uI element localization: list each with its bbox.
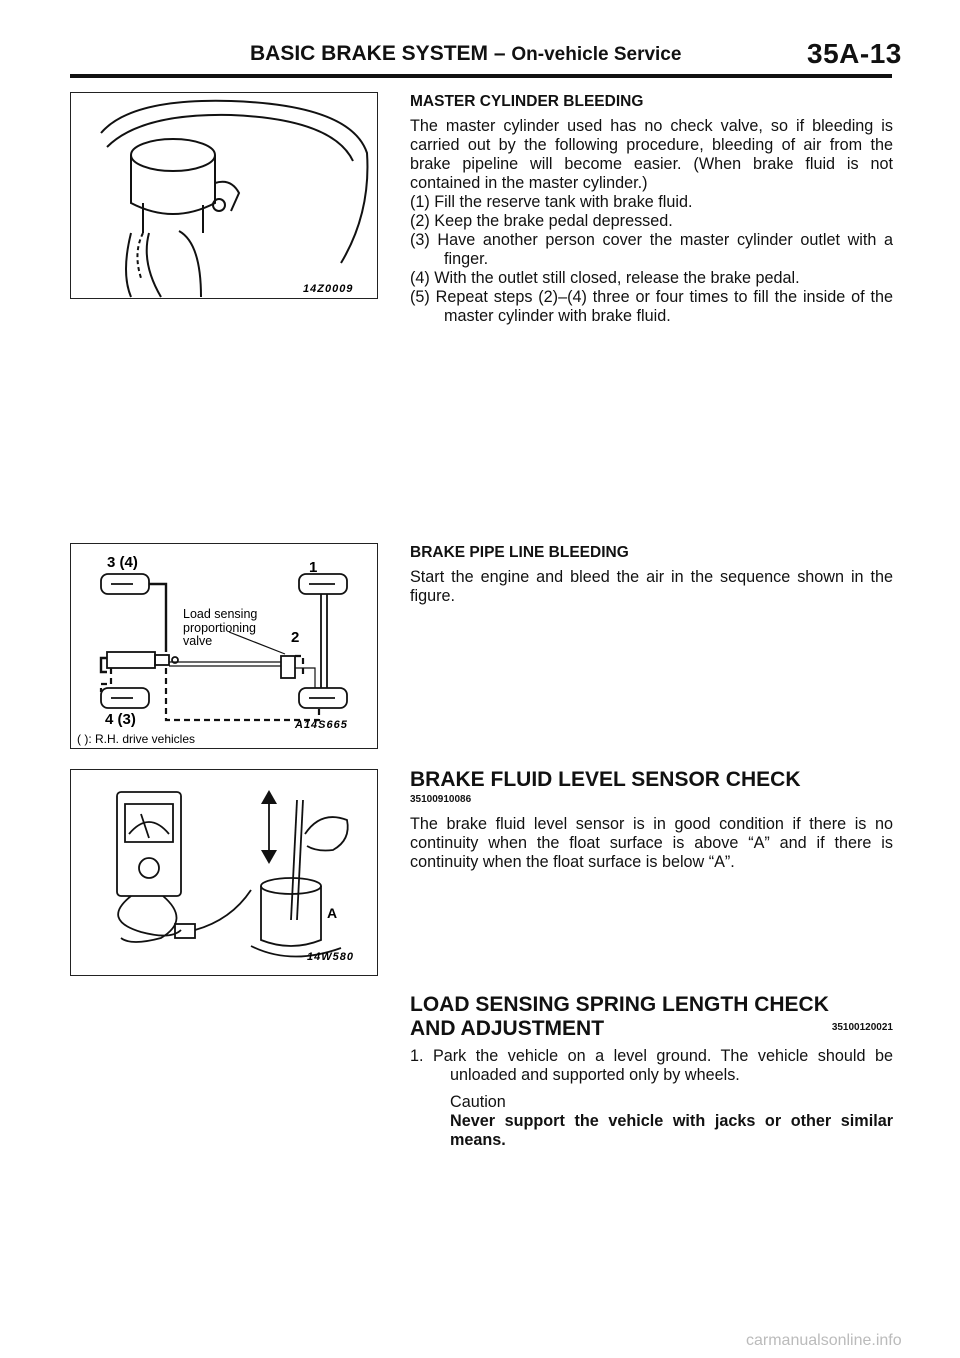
- pipe-line-section: [410, 543, 893, 606]
- page-number: 35A-13: [807, 38, 902, 69]
- running-header: [250, 42, 681, 66]
- master-step-2: (2) Keep the brake pedal depressed.: [410, 212, 673, 230]
- fluid-sensor-illustration: [71, 770, 377, 975]
- fig2-note: ( ): R.H. drive vehicles: [77, 732, 196, 746]
- sensor-check-body: The brake fluid level sensor is in good condition if there is no continuity when the float surface is above “A” and if there is continuity when the float surface is below “A”.: [410, 815, 893, 871]
- fig2-label-3-4: 3 (4): [107, 554, 138, 571]
- spring-heading-line1: LOAD SENSING SPRING LENGTH CHECK: [410, 993, 829, 1016]
- spring-caution-label: Caution: [450, 1093, 506, 1111]
- fig2-label-4-3: 4 (3): [105, 711, 136, 728]
- master-step-1: (1) Fill the reserve tank with brake fluid.: [410, 193, 693, 211]
- sensor-check-heading: BRAKE FLUID LEVEL SENSOR CHECK: [410, 768, 801, 791]
- master-cylinder-figure: [70, 92, 378, 299]
- valve-label-line2: proportioning: [183, 621, 256, 635]
- spring-step-1: 1. Park the vehicle on a level ground. The vehicle should be unloaded and supported only by wheels.: [410, 1047, 893, 1084]
- header-rule: [70, 74, 892, 78]
- fig2-code: A14S665: [295, 719, 348, 731]
- watermark: carmanualsonline.info: [746, 1332, 902, 1349]
- master-cylinder-illustration: [71, 93, 377, 298]
- header-dash: –: [493, 42, 506, 65]
- spring-code: 35100120021: [831, 1022, 893, 1033]
- master-cylinder-section: [410, 92, 893, 326]
- header-section: BASIC BRAKE SYSTEM: [250, 42, 489, 65]
- fig3-label-a: A: [327, 905, 338, 921]
- pipe-line-heading: BRAKE PIPE LINE BLEEDING: [410, 544, 629, 561]
- brake-pipe-diagram: [71, 544, 377, 748]
- master-step-3: (3) Have another person cover the master cylinder outlet with a finger.: [410, 231, 893, 268]
- fluid-sensor-figure: [70, 769, 378, 976]
- fig2-label-1: 1: [309, 559, 318, 576]
- pipe-line-body: Start the engine and bleed the air in the sequence shown in the figure.: [410, 568, 893, 605]
- master-cylinder-intro: The master cylinder used has no check valve, so if bleeding is carried out by the following procedure, bleeding of air from the brake pipeline will become easier. (When brake fluid is not contained in the master cylinder.): [410, 117, 893, 192]
- fig1-code: 14Z0009: [303, 283, 354, 295]
- spring-heading-line2: AND ADJUSTMENT: [410, 1017, 605, 1040]
- valve-label-line3: valve: [183, 634, 213, 648]
- brake-pipe-figure: [70, 543, 378, 749]
- master-step-4: (4) With the outlet still closed, release the brake pedal.: [410, 269, 800, 287]
- fig2-label-2: 2: [291, 629, 300, 646]
- fig3-code: 14W580: [307, 951, 354, 963]
- valve-label-line1: Load sensing: [183, 607, 258, 621]
- sensor-check-section: [410, 768, 893, 872]
- spring-length-section: [410, 993, 893, 1150]
- spring-caution-text: Never support the vehicle with jacks or other similar means.: [450, 1112, 893, 1149]
- spring-heading-row: [410, 1017, 893, 1041]
- sensor-check-code: 35100910086: [410, 794, 472, 805]
- master-cylinder-heading: MASTER CYLINDER BLEEDING: [410, 93, 644, 110]
- header-subsection: On-vehicle Service: [511, 44, 682, 65]
- master-step-5: (5) Repeat steps (2)–(4) three or four times to fill the inside of the master cylinder with brake fluid.: [410, 288, 893, 325]
